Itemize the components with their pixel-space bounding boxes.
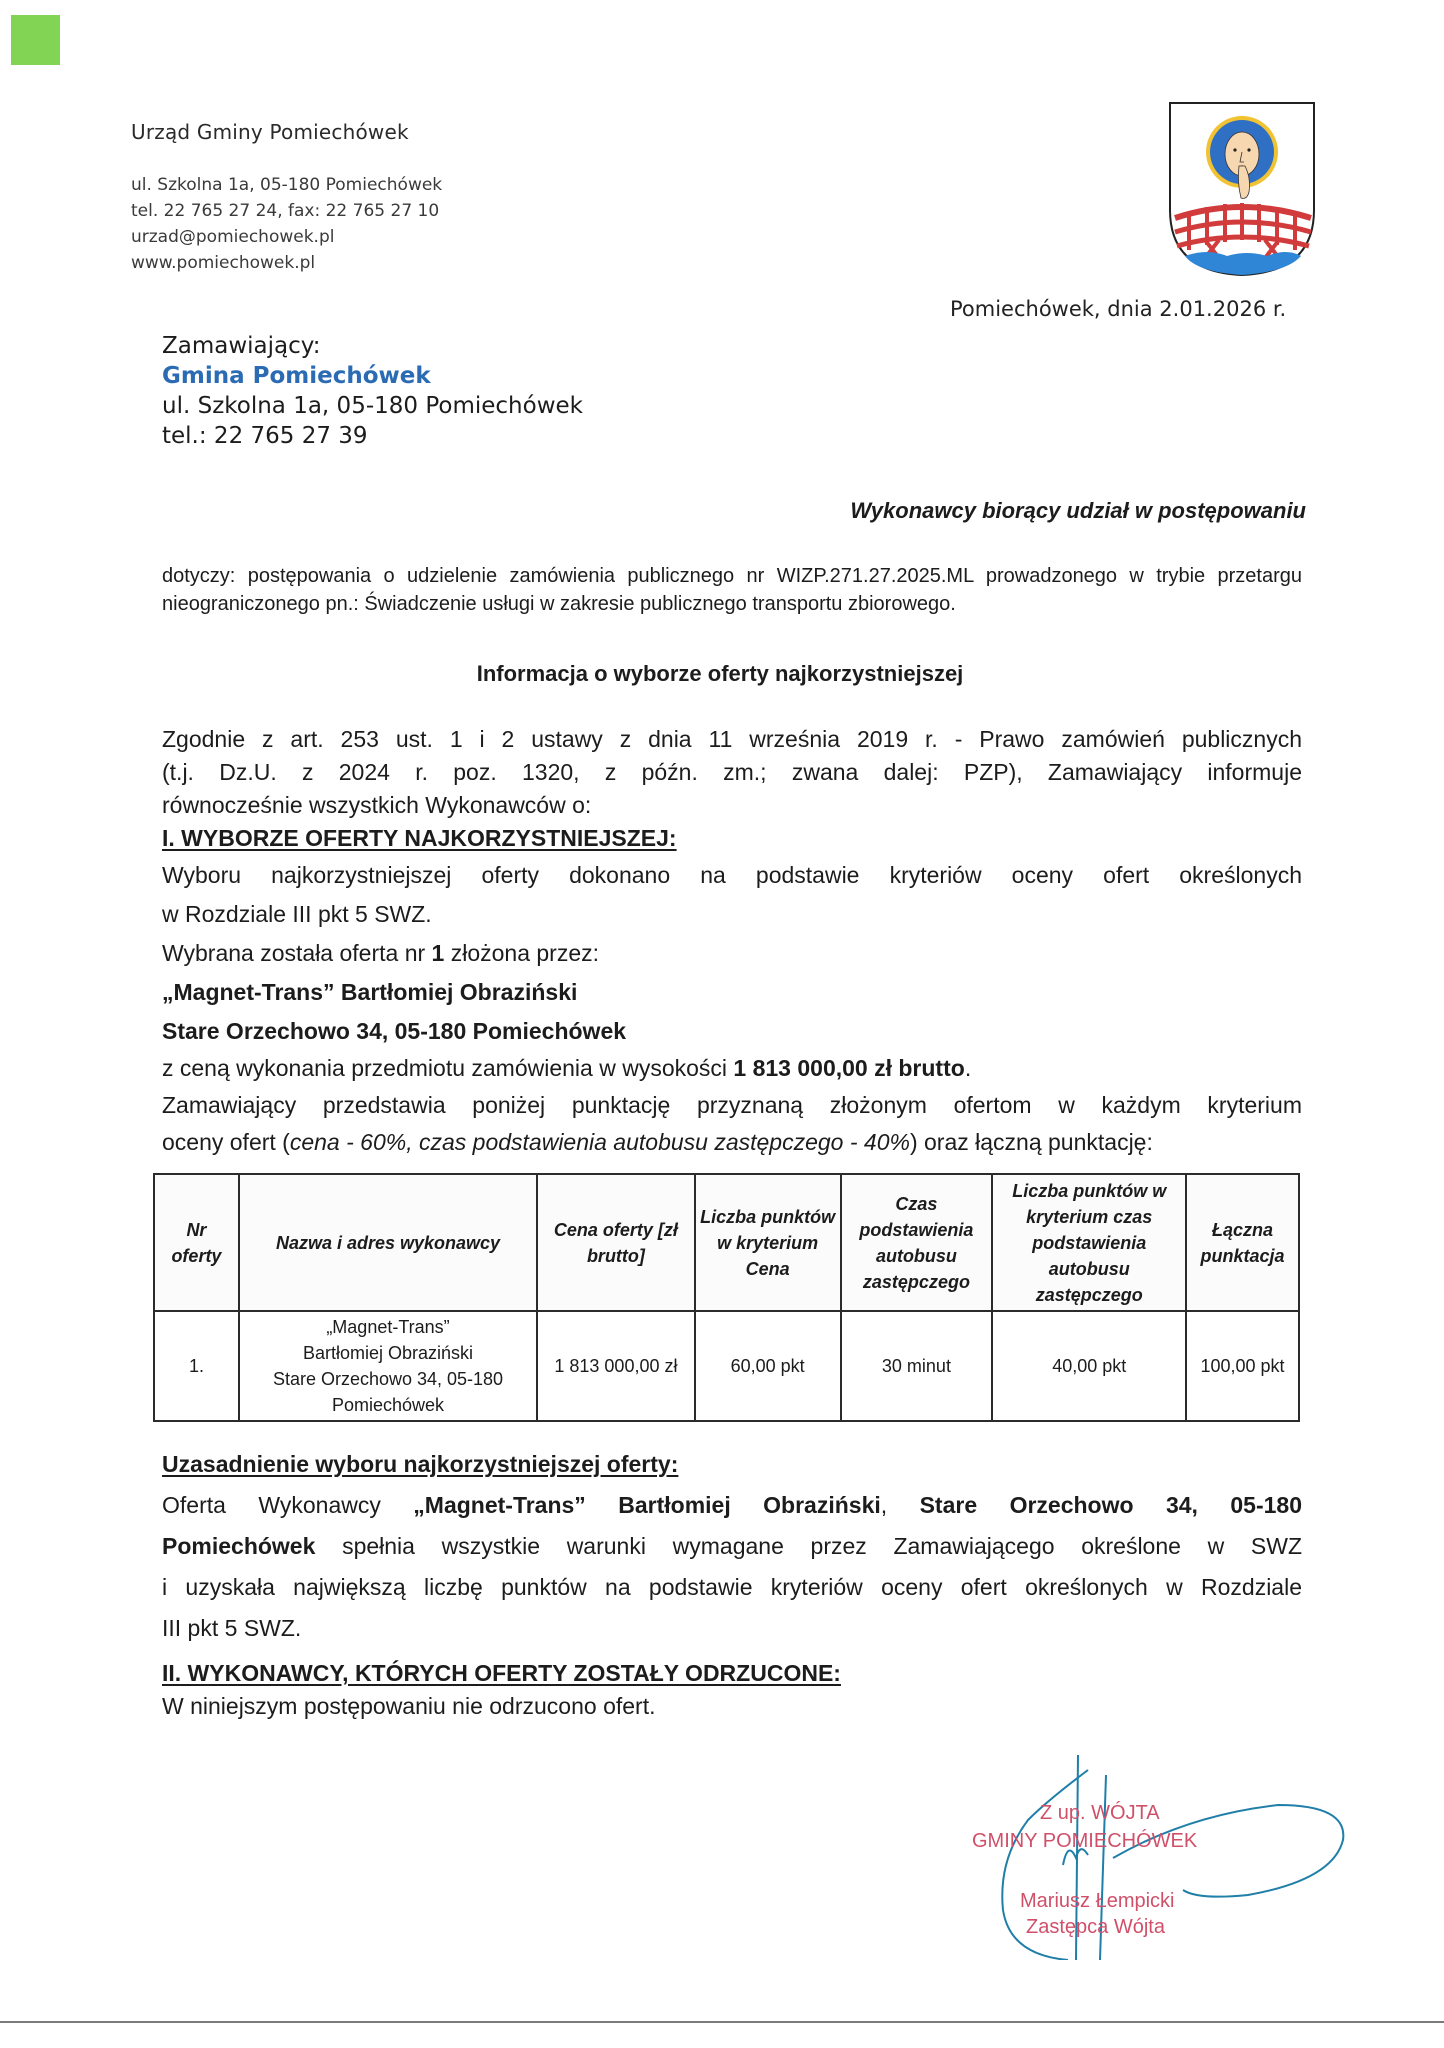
letterhead-title: Urząd Gminy Pomiechówek bbox=[131, 120, 409, 144]
contractor-address-line-1: Stare Orzechowo 34, 05-180 bbox=[272, 1369, 504, 1389]
justification-section bbox=[162, 1444, 1302, 1649]
price-prefix: z ceną wykonania przedmiotu zamówienia w wysokości bbox=[162, 1055, 734, 1081]
letterhead-email[interactable]: urzad@pomiechowek.pl bbox=[131, 227, 335, 247]
justification-prefix: Oferta Wykonawcy bbox=[162, 1492, 414, 1518]
contracting-authority-phone: tel.: 22 765 27 39 bbox=[162, 423, 368, 449]
header-total: Łączna punktacja bbox=[1186, 1174, 1299, 1311]
contracting-authority-label: Zamawiający: bbox=[162, 333, 321, 359]
basis-line-1: Wyboru najkorzystniejszej oferty dokonano na podstawie kryteriów oceny ofert określonych bbox=[162, 862, 1302, 888]
section-2-heading: II. WYKONAWCY, KTÓRYCH OFERTY ZOSTAŁY ODRZUCONE: bbox=[162, 1660, 841, 1686]
stamp-signatory-name: Mariusz Łempicki bbox=[1020, 1890, 1175, 1912]
selected-suffix: złożona przez: bbox=[444, 940, 600, 966]
price-value: 1 813 000,00 zł brutto bbox=[733, 1055, 965, 1081]
contractor-name-line-2: Bartłomiej Obraziński bbox=[302, 1343, 474, 1363]
document-title bbox=[0, 661, 1444, 687]
header-contractor: Nazwa i adres wykonawcy bbox=[239, 1174, 537, 1311]
coat-of-arms-icon bbox=[1167, 100, 1317, 278]
scoring-suffix: ) oraz łączną punktację: bbox=[909, 1129, 1153, 1155]
table-header-row bbox=[154, 1174, 1299, 1311]
letterhead-website[interactable]: www.pomiechowek.pl bbox=[131, 253, 316, 273]
cell-price: 1 813 000,00 zł bbox=[537, 1311, 695, 1421]
selected-offer-number: 1 bbox=[431, 940, 445, 966]
cell-contractor bbox=[239, 1311, 537, 1421]
cell-replacement-time: 30 minut bbox=[841, 1311, 993, 1421]
page-bottom-divider bbox=[0, 2021, 1444, 2023]
cell-offer-number: 1. bbox=[154, 1311, 239, 1421]
contracting-authority-address: ul. Szkolna 1a, 05-180 Pomiechówek bbox=[162, 393, 583, 419]
stamp-signatory-title: Zastępca Wójta bbox=[1026, 1916, 1165, 1938]
selected-prefix: Wybrana została oferta nr bbox=[162, 940, 432, 966]
signature-stamp bbox=[948, 1730, 1368, 1960]
header-offer-number: Nr oferty bbox=[154, 1174, 239, 1311]
section-2-text: W niniejszym postępowaniu nie odrzucono ofert. bbox=[162, 1693, 656, 1719]
stamp-line-1: Z up. WÓJTA bbox=[1040, 1802, 1160, 1824]
document-title-text: Informacja o wyborze oferty najkorzystniejszej bbox=[476, 661, 964, 686]
scoring-line-1: Zamawiający przedstawia poniżej punktację przyznaną złożonym ofertom w każdym kryterium bbox=[162, 1092, 1302, 1118]
main-content bbox=[162, 723, 1302, 1159]
intro-line-1: Zgodnie z art. 253 ust. 1 i 2 ustawy z dnia 11 września 2019 r. - Prawo zamówień publicznych bbox=[162, 726, 1302, 752]
green-corner-marker bbox=[11, 15, 60, 65]
letterhead-address: ul. Szkolna 1a, 05-180 Pomiechówek bbox=[131, 175, 443, 195]
justification-address-1: Stare Orzechowo 34, 05-180 bbox=[919, 1492, 1302, 1518]
winner-address: Stare Orzechowo 34, 05-180 Pomiechówek bbox=[162, 1018, 627, 1044]
header-time-points: Liczba punktów w kryterium czas podstawienia autobusu zastępczego bbox=[992, 1174, 1186, 1311]
contracting-authority-block bbox=[162, 331, 583, 451]
letterhead-phone-fax: tel. 22 765 27 24, fax: 22 765 27 10 bbox=[131, 201, 440, 221]
basis-line-2: w Rozdziale III pkt 5 SWZ. bbox=[162, 901, 432, 927]
table-row bbox=[154, 1311, 1299, 1421]
document-date: Pomiechówek, dnia 2.01.2026 r. bbox=[950, 297, 1287, 321]
justification-line-3: i uzyskała największą liczbę punktów na podstawie kryteriów oceny ofert określonych w Rozdziale bbox=[162, 1574, 1302, 1600]
justification-contractor: „Magnet-Trans” Bartłomiej Obraziński bbox=[413, 1492, 881, 1518]
cell-total: 100,00 pkt bbox=[1186, 1311, 1299, 1421]
scoring-criteria: cena - 60%, czas podstawienia autobusu zastępczego - 40% bbox=[289, 1129, 910, 1155]
justification-line-2 bbox=[162, 1526, 1302, 1567]
header-price-points: Liczba punktów w kryterium Cena bbox=[695, 1174, 841, 1311]
contractor-address-line-2: Pomiechówek bbox=[331, 1395, 445, 1415]
letterhead bbox=[131, 120, 442, 276]
contractor-name-line-1: „Magnet-Trans” bbox=[326, 1317, 450, 1337]
justification-line-1 bbox=[162, 1485, 1302, 1526]
price-suffix: . bbox=[964, 1055, 972, 1081]
intro-line-2: (t.j. Dz.U. z 2024 r. poz. 1320, z późn. zm.; zwana dalej: PZP), Zamawiający informuje bbox=[162, 759, 1302, 785]
header-replacement-time: Czas podstawienia autobusu zastępczego bbox=[841, 1174, 993, 1311]
regarding-paragraph: dotyczy: postępowania o udzielenie zamówienia publicznego nr WIZP.271.27.2025.ML prowadzonego w trybie przetargu nieograniczonego pn.: Świadczenie usługi w zakresie publicznego transportu zbiorowego. bbox=[162, 565, 1302, 615]
scoring-line-2 bbox=[162, 1126, 1302, 1159]
header-price: Cena oferty [zł brutto] bbox=[537, 1174, 695, 1311]
contracting-authority-name: Gmina Pomiechówek bbox=[162, 363, 431, 389]
scoring-prefix: oceny ofert ( bbox=[162, 1129, 290, 1155]
section-1-heading: I. WYBORZE OFERTY NAJKORZYSTNIEJSZEJ: bbox=[162, 825, 677, 851]
justification-line-4: III pkt 5 SWZ. bbox=[162, 1615, 302, 1641]
section-2 bbox=[162, 1657, 1302, 1723]
recipients-line: Wykonawcy biorący udział w postępowaniu bbox=[850, 498, 1306, 523]
intro-line-3: równocześnie wszystkich Wykonawców o: bbox=[162, 792, 592, 818]
scores-table bbox=[153, 1173, 1300, 1422]
stamp-line-2: GMINY POMIECHÓWEK bbox=[972, 1830, 1198, 1852]
justification-text-1: spełnia wszystkie warunki wymagane przez Zamawiającego określone w SWZ bbox=[315, 1533, 1302, 1559]
cell-price-points: 60,00 pkt bbox=[695, 1311, 841, 1421]
winner-name: „Magnet-Trans” Bartłomiej Obraziński bbox=[162, 979, 578, 1005]
cell-time-points: 40,00 pkt bbox=[992, 1311, 1186, 1421]
selected-offer-line bbox=[162, 937, 1302, 970]
justification-comma: , bbox=[880, 1492, 920, 1518]
justification-address-2: Pomiechówek bbox=[162, 1533, 316, 1559]
price-line bbox=[162, 1052, 1302, 1085]
justification-heading: Uzasadnienie wyboru najkorzystniejszej oferty: bbox=[162, 1451, 679, 1477]
